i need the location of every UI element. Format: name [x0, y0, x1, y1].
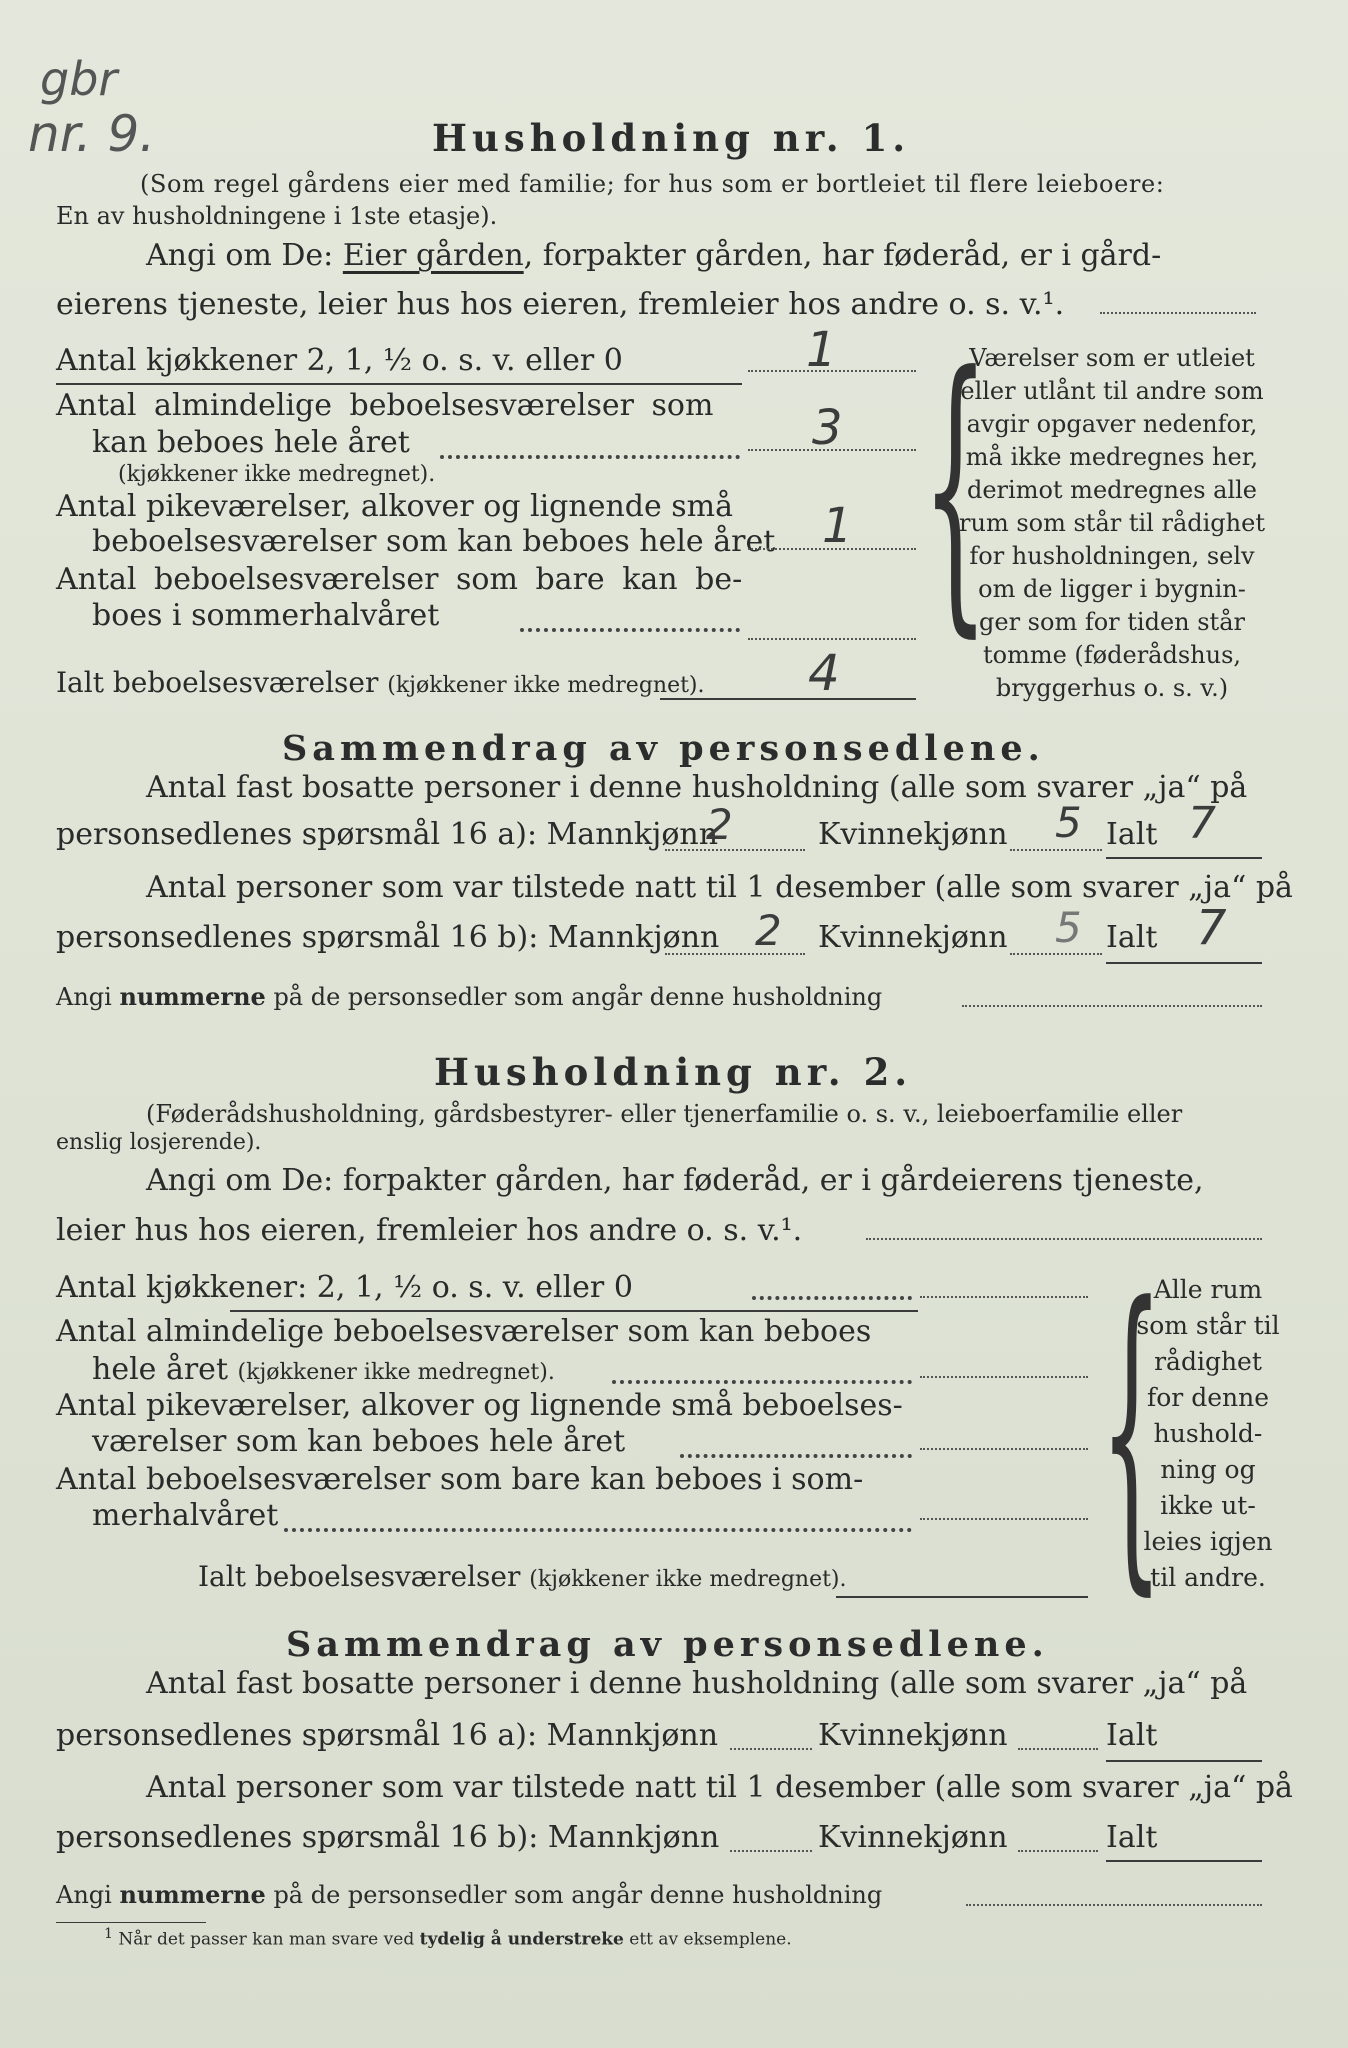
h1-present-female: 5	[1055, 903, 1082, 952]
h2-numbers-bold: nummerne	[119, 1880, 266, 1909]
h2-side-note-line: rådighet	[1154, 1347, 1262, 1376]
h1-present-total-rule	[1106, 962, 1262, 964]
h2-fast-line1: Antal fast bosatte personer i denne husholdning (alle som svarer „ja“ på	[146, 1666, 1248, 1701]
h2-side-note-line: hushold-	[1153, 1419, 1263, 1448]
h1-summer-fill	[748, 638, 916, 640]
h1-kitchens-rule	[56, 383, 742, 385]
footnote-mark: 1	[104, 1926, 114, 1942]
h2-side-note-line: til andre.	[1150, 1563, 1266, 1592]
h1-total-label	[56, 666, 705, 699]
h1-fast-female-fill	[1010, 849, 1102, 851]
h1-title: Husholdning nr. 1.	[432, 116, 911, 160]
h1-maid-fill	[748, 548, 916, 550]
h2-numbers-fill	[966, 1904, 1262, 1906]
h1-total-note: (kjøkkener ikke medregnet).	[387, 673, 705, 698]
h2-present-line2: personsedlenes spørsmål 16 b): Mannkjønn	[56, 1820, 720, 1855]
h1-side-note-line: avgir opgaver nedenfor,	[966, 410, 1258, 438]
h2-rooms-label1: Antal almindelige beboelsesværelser som kan beboes	[56, 1314, 872, 1349]
h1-summary-title: Sammendrag av personsedlene.	[282, 728, 1045, 769]
h1-side-note-line: om de ligger i bygnin-	[978, 575, 1246, 603]
h2-rooms-label2	[92, 1352, 555, 1387]
h2-fast-line2: personsedlenes spørsmål 16 a): Mannkjønn	[56, 1718, 719, 1753]
h1-side-note-line: for husholdningen, selv	[969, 542, 1255, 570]
h1-angi-line2: eierens tjeneste, leier hus hos eieren, fremleier hos andre o. s. v.¹.	[56, 287, 1065, 322]
h1-numbers-line	[56, 982, 882, 1011]
h1-kitchens-label: Antal kjøkkener 2, 1, ½ o. s. v. eller 0	[56, 343, 623, 378]
h2-side-note-line: ning og	[1160, 1455, 1256, 1484]
h2-present-female-label: Kvinnekjønn	[818, 1820, 1008, 1855]
h2-side-note-line: som står til	[1136, 1311, 1280, 1340]
h2-present-total-label: Ialt	[1106, 1820, 1158, 1855]
h2-maid-fill	[920, 1448, 1088, 1450]
h2-side-brace: {	[1100, 1238, 1163, 1622]
h1-rooms-value: 3	[812, 400, 843, 456]
h1-kitchens-value: 1	[806, 322, 837, 378]
h2-rooms-leader	[612, 1380, 912, 1384]
h1-present-line1: Antal personer som var tilstede natt til 1 desember (alle som svarer „ja“ på	[146, 870, 1293, 905]
h1-rooms-fill	[748, 449, 916, 451]
h2-fast-total-label: Ialt	[1106, 1718, 1158, 1753]
footnote-text-post: ett av eksemplene.	[629, 1929, 792, 1950]
h1-angi-prefix: Angi om De:	[146, 238, 334, 273]
h1-side-note-line: tomme (føderådshus,	[982, 641, 1242, 669]
h1-rooms-label1: Antal almindelige beboelsesværelser som	[56, 388, 714, 423]
h2-intro-line2: enslig losjerende).	[56, 1130, 262, 1155]
h2-present-total-rule	[1106, 1860, 1262, 1862]
h2-present-male-fill	[730, 1850, 812, 1852]
h2-rooms-label2-text: hele året	[92, 1352, 228, 1387]
h1-fast-total: 7	[1188, 798, 1216, 849]
h1-present-line2: personsedlenes spørsmål 16 b): Mannkjønn	[56, 920, 720, 955]
h1-angi-line1	[146, 238, 1161, 273]
h1-total-rule	[660, 698, 916, 700]
h1-present-total: 7	[1196, 900, 1227, 956]
margin-note-gbr: gbr	[40, 52, 118, 106]
h1-fast-female-label: Kvinnekjønn	[818, 817, 1008, 852]
h2-summer-label2: merhalvåret	[92, 1498, 279, 1533]
h1-maid-value: 1	[822, 498, 853, 554]
h1-side-note	[954, 342, 1270, 705]
h2-numbers-post: på de personsedler som angår denne husholdning	[273, 1881, 883, 1909]
h2-maid-label2: værelser som kan beboes hele året	[92, 1424, 626, 1459]
h1-present-female-fill	[1010, 953, 1102, 955]
h1-maid-label2: beboelsesværelser som kan beboes hele året	[92, 524, 776, 559]
h1-total-value: 4	[808, 644, 840, 702]
h1-numbers-pre: Angi	[56, 983, 112, 1011]
h1-side-note-line: rum som står til rådighet	[959, 509, 1265, 537]
h1-fast-line2: personsedlenes spørsmål 16 a): Mannkjønn	[56, 817, 719, 852]
h1-fast-male-fill	[665, 849, 805, 851]
h1-angi-fill-line	[1100, 312, 1256, 314]
footnote	[104, 1926, 792, 1950]
h1-present-total-label: Ialt	[1106, 920, 1158, 955]
h1-maid-label1: Antal pikeværelser, alkover og lignende små	[56, 489, 734, 524]
h1-side-note-line: må ikke medregnes her,	[965, 443, 1259, 471]
h1-side-note-line: Værelser som er utleiet	[969, 344, 1255, 372]
h1-side-note-line: bryggerhus o. s. v.)	[995, 674, 1229, 702]
h2-side-note-line: leies igjen	[1143, 1527, 1273, 1556]
h2-kitchens-label: Antal kjøkkener: 2, 1, ½ o. s. v. eller 0	[56, 1270, 633, 1305]
h1-numbers-bold: nummerne	[119, 982, 266, 1011]
h1-side-brace: {	[922, 313, 989, 662]
h1-fast-male: 2	[706, 800, 733, 849]
h2-fast-male-fill	[730, 1748, 812, 1750]
h2-total-label-text: Ialt beboelsesværelser	[198, 1560, 521, 1593]
h1-rooms-label2: kan beboes hele året	[92, 425, 410, 460]
h2-fast-female-fill	[1018, 1748, 1098, 1750]
h2-summer-fill	[920, 1518, 1088, 1520]
h1-fast-total-label: Ialt	[1106, 817, 1158, 852]
h2-fast-female-label: Kvinnekjønn	[818, 1718, 1008, 1753]
h1-present-male-fill	[665, 953, 805, 955]
h1-side-note-line: ger som for tiden står	[979, 608, 1245, 636]
h2-numbers-pre: Angi	[56, 1881, 112, 1909]
h1-intro-line1: (Som regel gårdens eier med familie; for hus som er bortleiet til flere leieboere:	[140, 170, 1165, 198]
h1-summer-label2: boes i sommerhalvåret	[92, 598, 440, 633]
h2-maid-label1: Antal pikeværelser, alkover og lignende små beboelses-	[56, 1388, 903, 1423]
h1-kitchens-fill	[748, 370, 916, 372]
h2-angi-fill-line	[866, 1238, 1262, 1240]
h2-summer-label1: Antal beboelsesværelser som bare kan beboes i som-	[56, 1462, 864, 1497]
h1-fast-total-rule	[1106, 857, 1262, 859]
h2-angi-line2: leier hus hos eieren, fremleier hos andre o. s. v.¹.	[56, 1213, 803, 1248]
h1-present-female-label: Kvinnekjønn	[818, 920, 1008, 955]
h1-fast-line1: Antal fast bosatte personer i denne husholdning (alle som svarer „ja“ på	[146, 770, 1248, 805]
h1-side-note-line: eller utlånt til andre som	[960, 377, 1264, 405]
h2-summer-leader	[284, 1528, 912, 1532]
h2-rooms-fill	[920, 1376, 1088, 1378]
h1-angi-rest: , forpakter gården, har føderåd, er i gård-	[523, 238, 1162, 273]
h2-side-note	[1118, 1272, 1298, 1596]
h2-maid-leader	[680, 1454, 912, 1458]
h2-total-note: (kjøkkener ikke medregnet).	[529, 1567, 847, 1592]
h2-angi-line1: Angi om De: forpakter gården, har føderåd, er i gårdeierens tjeneste,	[146, 1163, 1204, 1198]
h1-angi-selected-option: Eier gården	[342, 238, 524, 273]
h2-kitchens-rule	[230, 1310, 918, 1312]
h2-summary-title: Sammendrag av personsedlene.	[286, 1624, 1049, 1665]
h2-title: Husholdning nr. 2.	[434, 1050, 913, 1094]
h2-side-note-line: Alle rum	[1153, 1275, 1263, 1304]
h2-fast-total-rule	[1106, 1760, 1262, 1762]
h1-present-male: 2	[755, 906, 782, 955]
h1-fast-female: 5	[1055, 798, 1082, 847]
footnote-rule	[56, 1922, 206, 1923]
h2-present-female-fill	[1018, 1850, 1098, 1852]
h1-side-note-line: derimot medregnes alle	[966, 476, 1258, 504]
footnote-text-pre: Når det passer kan man svare ved	[118, 1929, 415, 1950]
h2-intro-line1: (Føderådshusholdning, gårdsbestyrer- eller tjenerfamilie o. s. v., leieboerfamilie eller	[146, 1100, 1183, 1128]
h1-intro-line2: En av husholdningene i 1ste etasje).	[56, 202, 498, 230]
margin-note-number: nr. 9.	[28, 105, 156, 163]
h1-total-label-text: Ialt beboelsesværelser	[56, 666, 379, 699]
h1-numbers-fill	[962, 1005, 1262, 1007]
h2-side-note-line: ikke ut-	[1160, 1491, 1256, 1520]
h2-total-label	[198, 1560, 847, 1593]
h1-rooms-note: (kjøkkener ikke medregnet).	[118, 462, 436, 487]
h1-summer-label1: Antal beboelsesværelser som bare kan be-	[56, 562, 743, 597]
h2-numbers-line	[56, 1880, 882, 1909]
h2-present-line1: Antal personer som var tilstede natt til 1 desember (alle som svarer „ja“ på	[146, 1770, 1293, 1805]
h2-total-rule	[836, 1596, 1088, 1598]
footnote-text-bold: tydelig å understreke	[419, 1929, 624, 1950]
h2-kitchens-fill	[920, 1296, 1088, 1298]
h1-summer-leader	[520, 628, 740, 632]
h2-kitchens-leader	[752, 1296, 912, 1300]
h1-numbers-post: på de personsedler som angår denne husholdning	[273, 983, 883, 1011]
h2-side-note-line: for denne	[1147, 1383, 1269, 1412]
h2-rooms-note: (kjøkkener ikke medregnet).	[237, 1360, 555, 1385]
h1-rooms-leader	[440, 455, 740, 459]
